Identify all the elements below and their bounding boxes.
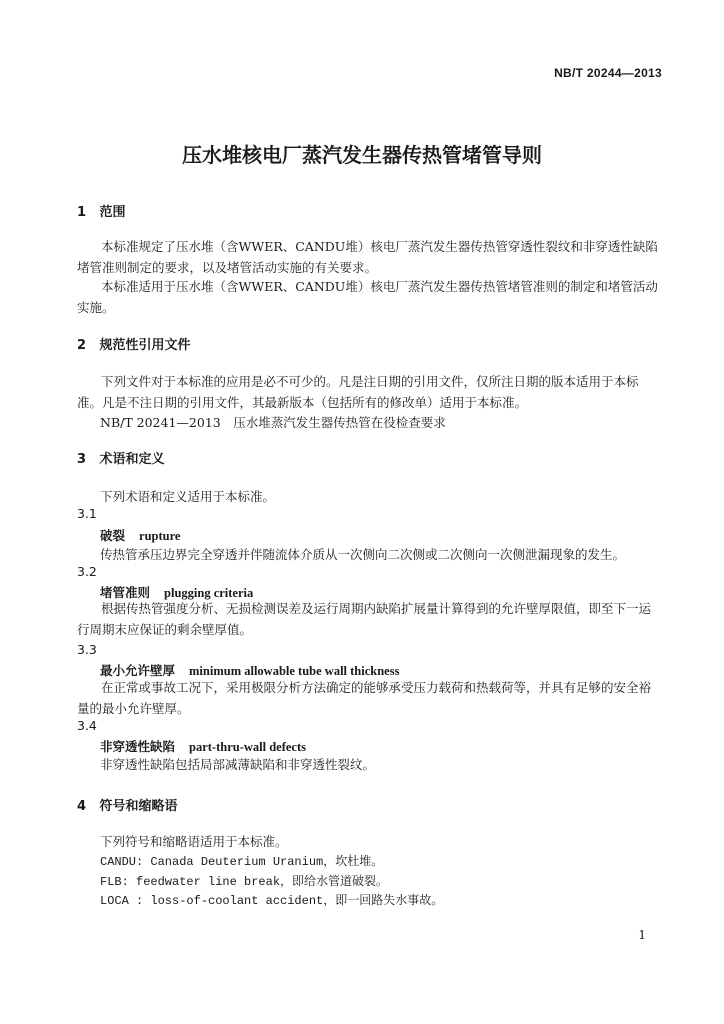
section-1-title: 范围 <box>99 205 126 220</box>
section-1-number: 1 <box>77 205 87 220</box>
term-number: 3.2 <box>77 564 97 579</box>
abbreviations-intro: 下列符号和缩略语适用于本标准。 <box>100 834 288 849</box>
term-definition: 根据传热管强度分析、无损检测误差及运行周期内缺陷扩展量计算得到的允许壁厚限值，即至下一运行周期末应保证的剩余壁厚值。 <box>77 601 652 637</box>
abbreviation-item: CANDU: Canada Deuterium Uranium，坎杜堆。 <box>100 855 384 869</box>
section-4-title: 符号和缩略语 <box>99 799 178 814</box>
page-number: 1 <box>638 928 646 942</box>
abbreviation-item: LOCA : loss-of-coolant accident，即一回路失水事故。 <box>100 894 444 908</box>
section-3-heading <box>77 448 165 467</box>
abbreviation-item: FLB: feedwater line break，即给水管道破裂。 <box>100 875 389 889</box>
term-zh: 最小允许壁厚 <box>100 663 176 678</box>
term-en: part-thru-wall defects <box>189 740 307 754</box>
term-number: 3.4 <box>77 718 97 733</box>
normative-reference: NB/T 20241—2013 压水堆蒸汽发生器传热管在役检查要求 <box>100 415 446 430</box>
section-3-number: 3 <box>77 452 87 467</box>
term-definition: 传热管承压边界完全穿透并伴随流体介质从一次侧向二次侧或二次侧向一次侧泄漏现象的发生。 <box>100 547 626 562</box>
term-zh: 非穿透性缺陷 <box>100 739 176 754</box>
term-en: rupture <box>139 529 181 543</box>
section-4-heading <box>77 795 178 814</box>
section-4-number: 4 <box>77 799 87 814</box>
normative-paragraph: 下列文件对于本标准的应用是必不可少的。凡是注日期的引用文件，仅所注日期的版本适用于本标准。凡是不注日期的引用文件，其最新版本（包括所有的修改单）适用于本标准。 <box>77 374 639 410</box>
term-en: plugging criteria <box>164 586 254 600</box>
term-zh: 堵管准则 <box>100 585 151 600</box>
term-zh: 破裂 <box>100 528 126 543</box>
scope-paragraph-2: 本标准适用于压水堆（含WWER、CANDU堆）核电厂蒸汽发生器传热管堵管准则的制定和堵管活动实施。 <box>77 279 658 315</box>
term-number: 3.3 <box>77 642 97 657</box>
term-en: minimum allowable tube wall thickness <box>189 664 400 678</box>
term-number: 3.1 <box>77 506 97 521</box>
section-2-number: 2 <box>77 338 87 353</box>
section-3-title: 术语和定义 <box>99 452 165 467</box>
term-heading <box>100 737 306 755</box>
term-definition: 非穿透性缺陷包括局部减薄缺陷和非穿透性裂纹。 <box>100 757 376 772</box>
section-2-heading <box>77 334 191 353</box>
standard-code: NB/T 20244—2013 <box>554 66 662 80</box>
section-1-heading <box>77 201 126 220</box>
section-2-title: 规范性引用文件 <box>99 338 191 353</box>
term-definition: 在正常或事故工况下，采用极限分析方法确定的能够承受压力载荷和热载荷等，并具有足够的安全裕量的最小允许壁厚。 <box>77 680 652 716</box>
document-title: 压水堆核电厂蒸汽发生器传热管堵管导则 <box>182 143 542 167</box>
term-heading <box>100 526 180 544</box>
terms-intro: 下列术语和定义适用于本标准。 <box>100 489 276 504</box>
scope-paragraph-1: 本标准规定了压水堆（含WWER、CANDU堆）核电厂蒸汽发生器传热管穿透性裂纹和非穿透性缺陷堵管准则制定的要求，以及堵管活动实施的有关要求。 <box>77 239 658 275</box>
